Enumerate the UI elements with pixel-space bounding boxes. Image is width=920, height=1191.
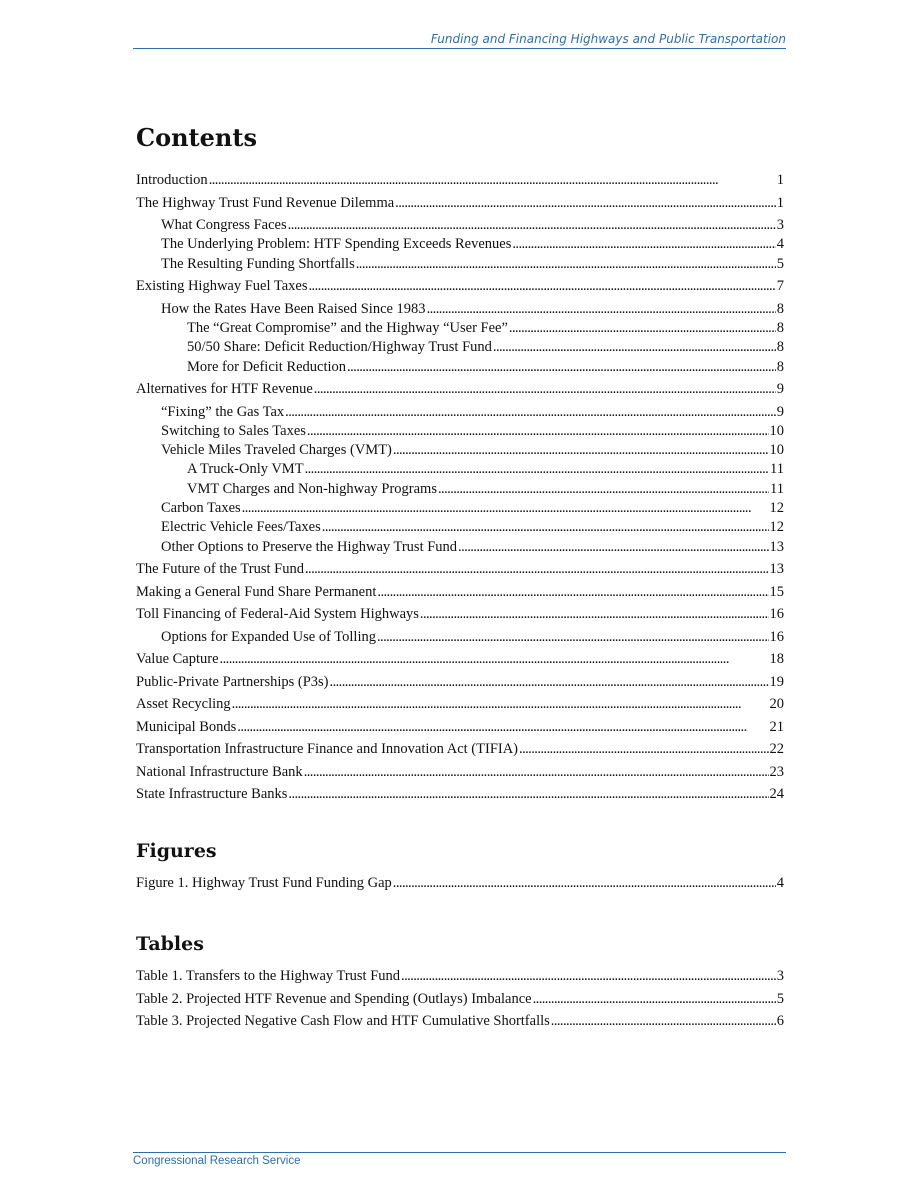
toc-leader-dots <box>533 989 776 1009</box>
page-footer: Congressional Research Service <box>133 1152 786 1167</box>
toc-leader-dots <box>377 627 769 647</box>
toc-entry-title: Introduction <box>136 172 208 188</box>
toc-entry[interactable] <box>187 318 784 338</box>
toc-leader-dots <box>314 379 776 399</box>
toc-entry-title: The Resulting Funding Shortfalls <box>161 256 355 272</box>
toc-entry[interactable] <box>187 459 784 479</box>
toc-entry[interactable] <box>136 784 784 804</box>
toc-leader-dots <box>509 318 776 338</box>
toc-entry-title: Carbon Taxes <box>161 500 241 516</box>
toc-leader-dots <box>347 357 776 377</box>
toc-entry[interactable] <box>136 694 784 714</box>
toc-entry-page: 12 <box>769 500 784 516</box>
toc-entry-page: 11 <box>770 481 784 497</box>
toc-entry[interactable] <box>161 537 784 557</box>
toc-entry-title: Table 2. Projected HTF Revenue and Spending (Outlays) Imbalance <box>136 991 532 1007</box>
toc-entry-page: 5 <box>776 256 784 272</box>
toc-entry-page: 4 <box>776 875 784 891</box>
toc-leader-dots <box>305 559 769 579</box>
toc-leader-dots <box>458 537 768 557</box>
toc-entry-page: 13 <box>769 561 784 577</box>
toc-entry-title: Alternatives for HTF Revenue <box>136 381 313 397</box>
toc-leader-dots <box>209 170 776 190</box>
toc-entry-title: Table 3. Projected Negative Cash Flow and HTF Cumulative Shortfalls <box>136 1013 550 1029</box>
toc-entry-page: 22 <box>769 741 784 757</box>
toc-entry-page: 8 <box>776 301 784 317</box>
toc-entry-page: 5 <box>776 991 784 1007</box>
toc-entry[interactable] <box>136 193 784 213</box>
toc-entry[interactable] <box>161 254 784 274</box>
toc-entry[interactable] <box>136 717 784 737</box>
toc-entry-title: Existing Highway Fuel Taxes <box>136 278 308 294</box>
toc-entry[interactable] <box>136 739 784 759</box>
toc-entry-page: 16 <box>769 629 784 645</box>
toc-entry-page: 8 <box>776 359 784 375</box>
toc-entry-title: What Congress Faces <box>161 217 287 233</box>
toc-entry[interactable] <box>136 966 784 986</box>
toc-entry[interactable] <box>161 234 784 254</box>
toc-entry-page: 23 <box>769 764 784 780</box>
toc-leader-dots <box>401 966 776 986</box>
toc-leader-dots <box>285 402 776 422</box>
toc-leader-dots <box>232 694 769 714</box>
toc-entry-page: 1 <box>776 195 784 211</box>
toc-entry-title: Value Capture <box>136 651 219 667</box>
toc-entry[interactable] <box>136 582 784 602</box>
running-header: Funding and Financing Highways and Public Transportation <box>133 32 786 49</box>
toc-entry[interactable] <box>136 649 784 669</box>
toc-entry-page: 13 <box>769 539 784 555</box>
toc-entry-title: VMT Charges and Non-highway Programs <box>187 481 437 497</box>
toc-entry-title: More for Deficit Reduction <box>187 359 347 375</box>
toc-entry[interactable] <box>136 762 784 782</box>
toc-leader-dots <box>393 440 769 460</box>
toc-entry[interactable] <box>136 1011 784 1031</box>
toc-entry-page: 10 <box>769 442 784 458</box>
toc-entry[interactable] <box>161 627 784 647</box>
toc-entry-title: The Underlying Problem: HTF Spending Exceeds Revenues <box>161 236 512 252</box>
toc-leader-dots <box>322 517 769 537</box>
toc-entry[interactable] <box>161 440 784 460</box>
toc-entry[interactable] <box>136 170 784 190</box>
toc-entry-title: Toll Financing of Federal-Aid System Highways <box>136 606 419 622</box>
toc-leader-dots <box>288 215 776 235</box>
toc-leader-dots <box>288 784 768 804</box>
toc-entry-title: Switching to Sales Taxes <box>161 423 306 439</box>
toc-entry-title: How the Rates Have Been Raised Since 1983 <box>161 301 426 317</box>
toc-entry[interactable] <box>187 337 784 357</box>
toc-entry[interactable] <box>187 357 784 377</box>
toc-entry-title: Vehicle Miles Traveled Charges (VMT) <box>161 442 392 458</box>
toc-entry[interactable] <box>161 299 784 319</box>
toc-entry-title: 50/50 Share: Deficit Reduction/Highway Trust Fund <box>187 339 492 355</box>
toc-entry-title: Figure 1. Highway Trust Fund Funding Gap <box>136 875 392 891</box>
toc-leader-dots <box>493 337 776 357</box>
toc-entry[interactable] <box>136 559 784 579</box>
toc-entry-page: 18 <box>769 651 784 667</box>
toc-leader-dots <box>307 421 769 441</box>
toc-leader-dots <box>220 649 769 669</box>
toc-leader-dots <box>242 498 769 518</box>
toc-entry-title: Options for Expanded Use of Tolling <box>161 629 376 645</box>
toc-entry[interactable] <box>187 479 784 499</box>
toc-leader-dots <box>512 234 775 254</box>
toc-leader-dots <box>438 479 769 499</box>
toc-leader-dots <box>305 459 769 479</box>
toc-leader-dots <box>393 873 776 893</box>
toc-entry-title: State Infrastructure Banks <box>136 786 288 802</box>
toc-leader-dots <box>377 582 768 602</box>
toc-entry-page: 8 <box>776 320 784 336</box>
figures-heading: Figures <box>136 840 217 862</box>
tables-heading: Tables <box>136 933 204 955</box>
contents-heading: Contents <box>136 123 257 152</box>
toc-entry[interactable] <box>136 873 784 893</box>
toc-entry-page: 12 <box>769 519 784 535</box>
toc-leader-dots <box>304 762 769 782</box>
toc-entry-page: 21 <box>769 719 784 735</box>
toc-leader-dots <box>356 254 776 274</box>
toc-entry-page: 1 <box>776 172 784 188</box>
toc-entry-page: 8 <box>776 339 784 355</box>
toc-entry-title: Public-Private Partnerships (P3s) <box>136 674 329 690</box>
toc-entry[interactable] <box>161 498 784 518</box>
toc-entry[interactable] <box>136 604 784 624</box>
toc-entry-page: 19 <box>769 674 784 690</box>
toc-leader-dots <box>395 193 776 213</box>
toc-entry-title: Table 1. Transfers to the Highway Trust Fund <box>136 968 401 984</box>
toc-entry-title: Transportation Infrastructure Finance and Innovation Act (TIFIA) <box>136 741 519 757</box>
toc-entry-title: “Fixing” the Gas Tax <box>161 404 285 420</box>
toc-entry[interactable] <box>161 402 784 422</box>
toc-entry-page: 6 <box>776 1013 784 1029</box>
toc-entry[interactable] <box>136 276 784 296</box>
toc-entry-title: National Infrastructure Bank <box>136 764 303 780</box>
toc-entry-title: Making a General Fund Share Permanent <box>136 584 377 600</box>
toc-entry-page: 10 <box>769 423 784 439</box>
toc-leader-dots <box>237 717 768 737</box>
toc-entry-page: 20 <box>769 696 784 712</box>
toc-entry-page: 24 <box>769 786 784 802</box>
toc-leader-dots <box>420 604 769 624</box>
toc-entry-page: 3 <box>776 217 784 233</box>
toc-entry-title: A Truck-Only VMT <box>187 461 304 477</box>
toc-entry-title: Asset Recycling <box>136 696 231 712</box>
toc-entry[interactable] <box>161 215 784 235</box>
toc-entry-page: 9 <box>776 381 784 397</box>
toc-entry-page: 15 <box>769 584 784 600</box>
toc-entry[interactable] <box>136 379 784 399</box>
toc-entry-title: Other Options to Preserve the Highway Trust Fund <box>161 539 458 555</box>
toc-entry[interactable] <box>136 672 784 692</box>
toc-entry-title: Municipal Bonds <box>136 719 237 735</box>
toc-entry-title: The Future of the Trust Fund <box>136 561 304 577</box>
toc-entry-page: 11 <box>770 461 784 477</box>
toc-entry-title: Electric Vehicle Fees/Taxes <box>161 519 321 535</box>
toc-leader-dots <box>519 739 768 759</box>
toc-entry-page: 16 <box>769 606 784 622</box>
toc-entry[interactable] <box>136 989 784 1009</box>
toc-leader-dots <box>427 299 776 319</box>
toc-entry[interactable] <box>161 517 784 537</box>
toc-entry[interactable] <box>161 421 784 441</box>
toc-entry-page: 3 <box>776 968 784 984</box>
toc-entry-page: 9 <box>776 404 784 420</box>
toc-entry-title: The “Great Compromise” and the Highway “User Fee” <box>187 320 508 336</box>
toc-leader-dots <box>551 1011 776 1031</box>
toc-entry-page: 7 <box>776 278 784 294</box>
toc-entry-title: The Highway Trust Fund Revenue Dilemma <box>136 195 395 211</box>
toc-leader-dots <box>330 672 769 692</box>
toc-entry-page: 4 <box>776 236 784 252</box>
toc-leader-dots <box>309 276 776 296</box>
